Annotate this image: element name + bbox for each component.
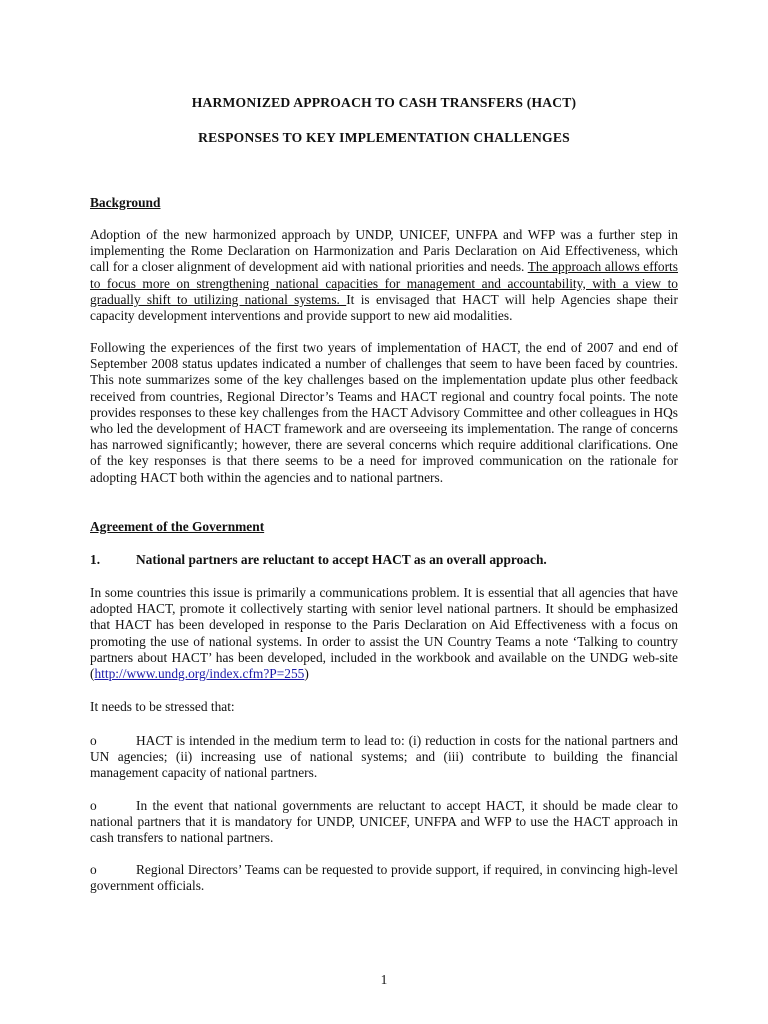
paragraph-text: It is envisaged that HACT will help Agencies shape their capacity development interventions and provide support to new aid modalities. [90,291,678,324]
bullet-item [90,733,678,782]
paragraph-text: In some countries this issue is primarily a communications problem. It is essential that all agencies that have adopted HACT, promote it collectively starting with senior level national partners. It should be emphasized that HACT has been developed in response to the Paris Declaration on Aid Effectiveness with a focus on promoting the use of national systems. In order to assist the UN Country Teams a note ‘Talking to country partners about HACT’ has been developed, included in the workbook and available on the UNDG web-site ( [90,585,678,682]
bullet-item [90,862,678,894]
background-paragraph-1 [90,227,678,324]
bullet-text: HACT is intended in the medium term to lead to: (i) reduction in costs for the national partners and UN agencies; (ii) increasing use of national systems; and (iii) contribute to building the financial management capacity of national partners. [90,733,678,781]
bullet-marker: o [90,733,97,748]
bullet-marker: o [90,862,97,877]
undg-link[interactable]: http://www.undg.org/index.cfm?P=255 [94,666,305,682]
document-title: HARMONIZED APPROACH TO CASH TRANSFERS (HACT) [191,95,577,110]
bullet-item [90,798,678,847]
bullet-marker: o [90,798,97,813]
bullet-text: Regional Directors’ Teams can be requested to provide support, if required, in convincing high-level government officials. [90,862,678,894]
stress-paragraph: It needs to be stressed that: [90,699,235,714]
background-paragraph-2: Following the experiences of the first two years of implementation of HACT, the end of 2007 and end of September 2008 status updates indicated a number of challenges that seem to have been faced by countries. This note summarizes some of the key challenges based on the implementation update plus other feedback received from countries, Regional Director’s Teams and HACT regional and country focal points. The note provides responses to these key challenges from the HACT Advisory Committee and other colleagues in HQs who led the development of HACT framework and are overseeing its implementation. The range of concerns has narrowed significantly; however, there are several concerns which require additional clarifications. One of the key responses is that there seems to be a need for improved communication on the rationale for adopting HACT both within the agencies and to national partners. [90,340,678,485]
document-page [90,0,678,1024]
numbered-item-1 [90,552,678,568]
agreement-paragraph-1 [90,585,678,682]
agreement-heading: Agreement of the Government [90,519,265,534]
background-heading: Background [90,195,161,210]
item-number: 1. [90,552,101,567]
page-number: 1 [380,972,388,987]
paragraph-text: Adoption of the new harmonized approach by UNDP, UNICEF, UNFPA and WFP was a further step in implementing the Rome Declaration on Harmonization and Paris Declaration on Aid Effectiveness, which call for a closer alignment of development aid with national priorities and needs. [90,227,678,275]
paragraph-text: ) [304,666,309,682]
bullet-text: In the event that national governments are reluctant to accept HACT, it should be made clear to national partners that it is mandatory for UNDP, UNICEF, UNFPA and WFP to use the HACT approach in cash transfers to national partners. [90,798,678,846]
document-subtitle: RESPONSES TO KEY IMPLEMENTATION CHALLENGES [198,130,570,145]
item-text: National partners are reluctant to accept HACT as an overall approach. [136,552,547,567]
underlined-text: The approach allows efforts to focus more on strengthening national capacities for management and accountability, with a view to gradually shift to utilizing national systems. [90,259,678,307]
